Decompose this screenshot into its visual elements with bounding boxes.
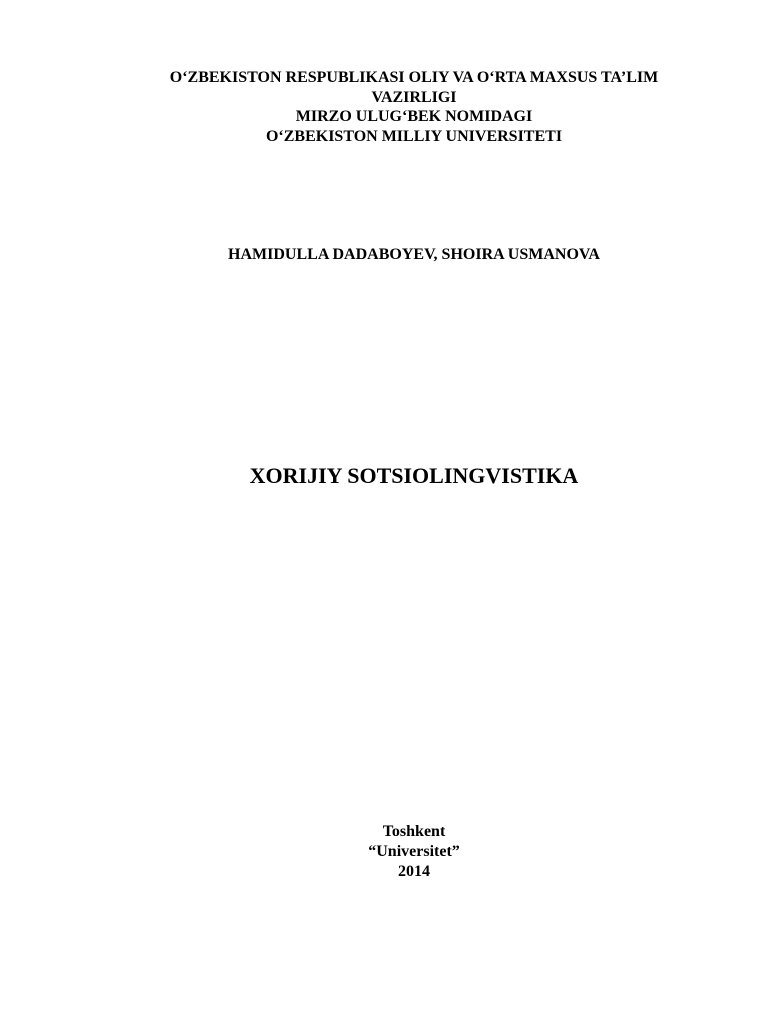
header-line-named-after: MIRZO ULUG‘BEK NOMIDAGI bbox=[295, 108, 533, 125]
imprint-year: 2014 bbox=[398, 863, 430, 880]
institution-header bbox=[80, 68, 748, 146]
authors: HAMIDULLA DADABOYEV, SHOIRA USMANOVA bbox=[228, 246, 600, 263]
imprint bbox=[80, 822, 748, 882]
book-title: XORIJIY SOTSIOLINGVISTIKA bbox=[249, 463, 579, 488]
header-line-university: O‘ZBEKISTON MILLIY UNIVERSITETI bbox=[265, 127, 563, 145]
imprint-publisher: “Universitet” bbox=[368, 843, 460, 860]
imprint-city: Toshkent bbox=[382, 823, 446, 840]
header-line-ministry-cont: VAZIRLIGI bbox=[371, 88, 457, 106]
header-line-ministry: O‘ZBEKISTON RESPUBLIKASI OLIY VA O‘RTA MAXSUS TA’LIM bbox=[169, 69, 659, 86]
